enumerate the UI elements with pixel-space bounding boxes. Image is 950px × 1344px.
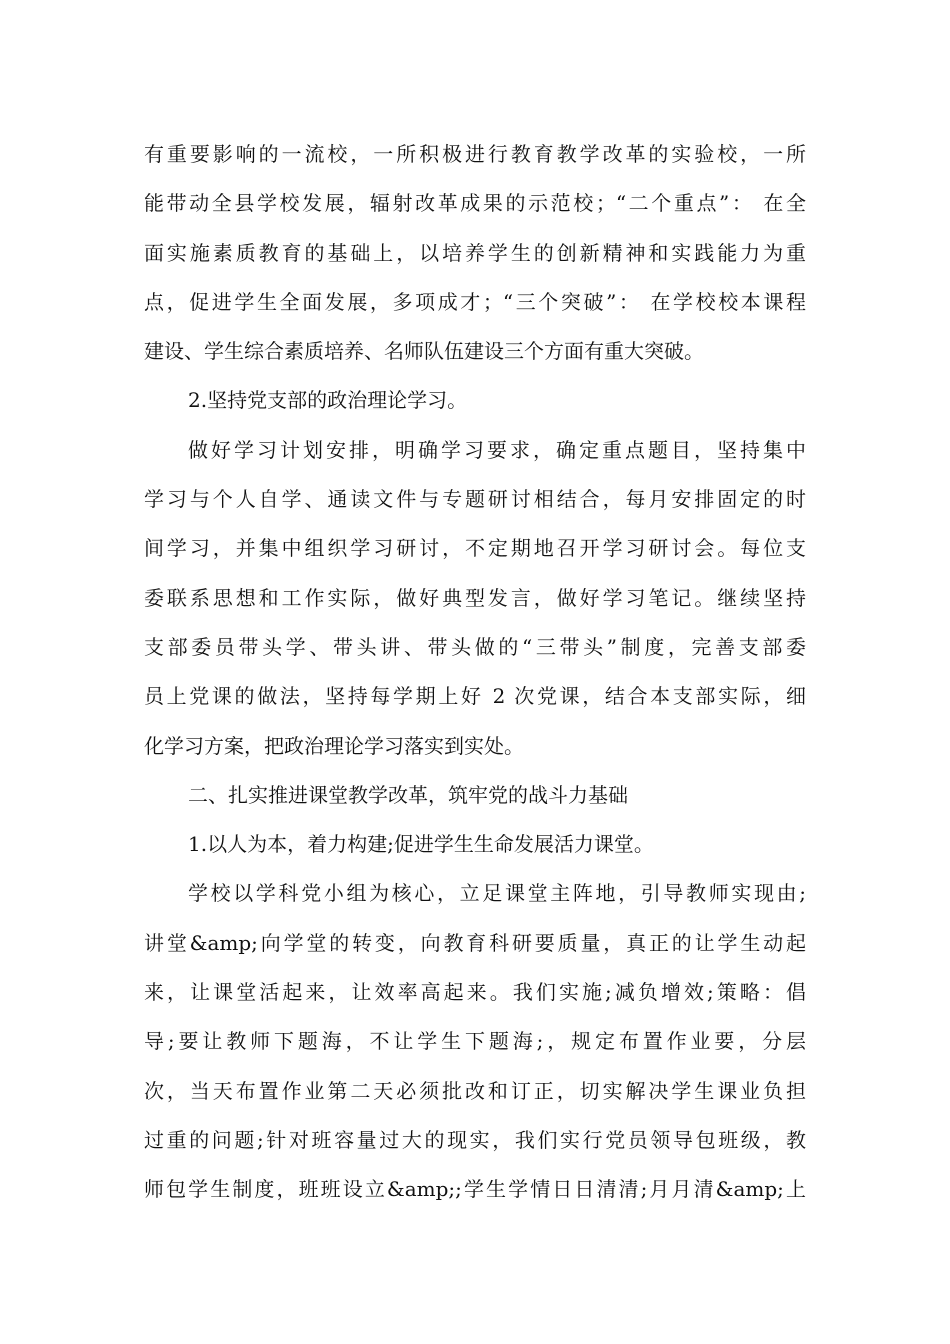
text-line: 次，当天布置作业第二天必须批改和订正，切实解决学生课业负担 — [144, 1078, 806, 1103]
text-line: 2.坚持党支部的政治理论学习。 — [188, 388, 468, 413]
text-line: 能带动全县学校发展，辐射改革成果的示范校；“二个重点”： 在全 — [144, 191, 806, 216]
text-line: 师包学生制度，班班设立&amp;;学生学情日日清清;月月清&amp;上 — [144, 1177, 806, 1202]
text-line: 二、扎实推进课堂教学改革，筑牢党的战斗力基础 — [188, 782, 628, 807]
text-line: 间学习，并集中组织学习研讨，不定期地召开学习研讨会。每位支 — [144, 536, 806, 561]
text-line: 化学习方案，把政治理论学习落实到实处。 — [144, 733, 524, 758]
text-line: 点，促进学生全面发展，多项成才；“三个突破”： 在学校校本课程 — [144, 289, 806, 314]
text-line: 来，让课堂活起来，让效率高起来。我们实施;减负增效;策略：倡 — [144, 980, 806, 1005]
document-body — [144, 130, 806, 1215]
text-line: 1.以人为本，着力构建;促进学生生命发展活力课堂。 — [188, 832, 654, 857]
text-line: 学校以学科党小组为核心，立足课堂主阵地，引导教师实现由; — [188, 881, 806, 906]
text-line: 导;要让教师下题海，不让学生下题海;，规定布置作业要，分层 — [144, 1029, 806, 1054]
text-line: 委联系思想和工作实际，做好典型发言，做好学习笔记。继续坚持 — [144, 585, 806, 610]
text-line: 学习与个人自学、通读文件与专题研讨相结合，每月安排固定的时 — [144, 487, 806, 512]
text-line: 做好学习计划安排，明确学习要求，确定重点题目，坚持集中 — [188, 437, 806, 462]
text-line: 支部委员带头学、带头讲、带头做的“三带头”制度，完善支部委 — [144, 634, 806, 659]
text-line: 讲堂&amp;向学堂的转变，向教育科研要质量，真正的让学生动起 — [144, 930, 806, 955]
text-line: 有重要影响的一流校，一所积极进行教育教学改革的实验校，一所 — [144, 142, 806, 166]
text-line: 面实施素质教育的基础上，以培养学生的创新精神和实践能力为重 — [144, 240, 806, 265]
text-line: 过重的问题;针对班容量过大的现实，我们实行党员领导包班级，教 — [144, 1127, 806, 1152]
text-line: 员上党课的做法，坚持每学期上好 2 次党课，结合本支部实际，细 — [144, 684, 806, 709]
text-line: 建设、学生综合素质培养、名师队伍建设三个方面有重大突破。 — [144, 339, 704, 364]
